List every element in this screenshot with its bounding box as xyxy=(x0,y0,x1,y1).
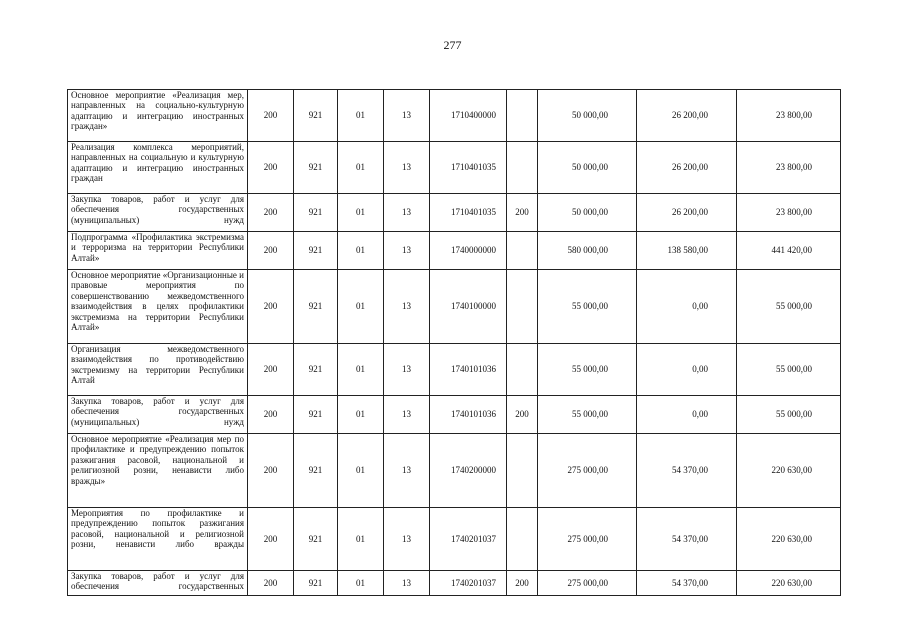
cell-col4: 01 xyxy=(338,232,384,270)
cell-sum2: 0,00 xyxy=(637,344,737,396)
cell-expense-type: 200 xyxy=(507,571,538,596)
cell-col4: 01 xyxy=(338,142,384,194)
cell-sum1: 275 000,00 xyxy=(538,508,637,571)
cell-col2: 200 xyxy=(248,90,294,142)
cell-col3: 921 xyxy=(294,90,338,142)
cell-col4: 01 xyxy=(338,396,384,434)
cell-sum3: 23 800,00 xyxy=(737,194,841,232)
row-description: Организация межведомственного взаимодействия по противодействию экстремизму на территории Республики Алтай xyxy=(68,344,248,396)
cell-col4: 01 xyxy=(338,508,384,571)
row-description: Подпрограмма «Профилактика экстремизма и терроризма на территории Республики Алтай» xyxy=(68,232,248,270)
cell-col5: 13 xyxy=(384,142,430,194)
cell-expense-type xyxy=(507,142,538,194)
cell-sum2: 54 370,00 xyxy=(637,434,737,508)
cell-sum2: 138 580,00 xyxy=(637,232,737,270)
cell-target-code: 1740100000 xyxy=(430,270,507,344)
cell-col2: 200 xyxy=(248,194,294,232)
cell-sum3: 55 000,00 xyxy=(737,344,841,396)
table-row xyxy=(68,194,841,232)
cell-col2: 200 xyxy=(248,142,294,194)
row-description: Мероприятия по профилактике и предупреждению попыток разжигания расовой, национальной и религиозной розни, ненависти либо вражды xyxy=(68,508,248,571)
table-row xyxy=(68,396,841,434)
cell-col4: 01 xyxy=(338,270,384,344)
cell-expense-type: 200 xyxy=(507,194,538,232)
cell-sum2: 26 200,00 xyxy=(637,142,737,194)
table-row xyxy=(68,508,841,571)
cell-expense-type xyxy=(507,344,538,396)
cell-sum2: 54 370,00 xyxy=(637,571,737,596)
cell-expense-type xyxy=(507,508,538,571)
cell-sum3: 55 000,00 xyxy=(737,270,841,344)
table-row xyxy=(68,90,841,142)
cell-sum2: 26 200,00 xyxy=(637,194,737,232)
page-number: 277 xyxy=(443,38,462,52)
cell-col3: 921 xyxy=(294,396,338,434)
row-description: Основное мероприятие «Реализация мер, направленных на социально-культурную адаптацию и интеграцию иностранных граждан» xyxy=(68,90,248,142)
cell-target-code: 1710401035 xyxy=(430,142,507,194)
cell-sum2: 26 200,00 xyxy=(637,90,737,142)
cell-target-code: 1740000000 xyxy=(430,232,507,270)
cell-expense-type xyxy=(507,232,538,270)
cell-col3: 921 xyxy=(294,508,338,571)
cell-sum2: 54 370,00 xyxy=(637,508,737,571)
cell-col5: 13 xyxy=(384,434,430,508)
cell-target-code: 1710401035 xyxy=(430,194,507,232)
cell-col3: 921 xyxy=(294,434,338,508)
cell-expense-type xyxy=(507,90,538,142)
cell-sum3: 441 420,00 xyxy=(737,232,841,270)
cell-col5: 13 xyxy=(384,396,430,434)
cell-col4: 01 xyxy=(338,571,384,596)
cell-col2: 200 xyxy=(248,434,294,508)
cell-target-code: 1740201037 xyxy=(430,508,507,571)
cell-sum3: 220 630,00 xyxy=(737,571,841,596)
cell-target-code: 1740201037 xyxy=(430,571,507,596)
cell-sum3: 220 630,00 xyxy=(737,434,841,508)
cell-expense-type xyxy=(507,270,538,344)
cell-col2: 200 xyxy=(248,344,294,396)
cell-sum3: 23 800,00 xyxy=(737,90,841,142)
cell-col5: 13 xyxy=(384,344,430,396)
cell-col3: 921 xyxy=(294,194,338,232)
cell-sum1: 50 000,00 xyxy=(538,90,637,142)
row-description: Реализация комплекса мероприятий, направленных на социальную и культурную адаптацию и интеграцию иностранных граждан xyxy=(68,142,248,194)
table-row xyxy=(68,142,841,194)
cell-sum1: 55 000,00 xyxy=(538,270,637,344)
row-description: Основное мероприятие «Организационные и правовые мероприятия по совершенствованию межведомственного взаимодействия в целях профилактики экстремизма на территории Республики Алтай» xyxy=(68,270,248,344)
cell-col2: 200 xyxy=(248,508,294,571)
cell-sum1: 55 000,00 xyxy=(538,344,637,396)
cell-col2: 200 xyxy=(248,232,294,270)
row-description: Закупка товаров, работ и услуг для обеспечения государственных xyxy=(68,571,248,596)
cell-sum1: 50 000,00 xyxy=(538,194,637,232)
cell-col4: 01 xyxy=(338,90,384,142)
cell-expense-type: 200 xyxy=(507,396,538,434)
cell-col3: 921 xyxy=(294,344,338,396)
cell-col5: 13 xyxy=(384,232,430,270)
cell-col5: 13 xyxy=(384,508,430,571)
cell-sum3: 55 000,00 xyxy=(737,396,841,434)
cell-col3: 921 xyxy=(294,270,338,344)
table-row xyxy=(68,270,841,344)
cell-col2: 200 xyxy=(248,270,294,344)
cell-col5: 13 xyxy=(384,270,430,344)
row-description: Закупка товаров, работ и услуг для обеспечения государственных (муниципальных) нужд xyxy=(68,396,248,434)
cell-expense-type xyxy=(507,434,538,508)
cell-col5: 13 xyxy=(384,194,430,232)
cell-sum3: 220 630,00 xyxy=(737,508,841,571)
cell-col4: 01 xyxy=(338,344,384,396)
cell-col3: 921 xyxy=(294,232,338,270)
cell-col2: 200 xyxy=(248,396,294,434)
cell-col2: 200 xyxy=(248,571,294,596)
table-row xyxy=(68,571,841,596)
cell-sum2: 0,00 xyxy=(637,396,737,434)
cell-sum2: 0,00 xyxy=(637,270,737,344)
cell-sum1: 275 000,00 xyxy=(538,571,637,596)
cell-target-code: 1710400000 xyxy=(430,90,507,142)
cell-target-code: 1740101036 xyxy=(430,396,507,434)
cell-target-code: 1740101036 xyxy=(430,344,507,396)
cell-col3: 921 xyxy=(294,142,338,194)
cell-sum1: 275 000,00 xyxy=(538,434,637,508)
cell-col5: 13 xyxy=(384,571,430,596)
cell-sum1: 55 000,00 xyxy=(538,396,637,434)
table-row xyxy=(68,232,841,270)
cell-sum3: 23 800,00 xyxy=(737,142,841,194)
cell-col5: 13 xyxy=(384,90,430,142)
table-row xyxy=(68,434,841,508)
table-row xyxy=(68,344,841,396)
cell-col4: 01 xyxy=(338,194,384,232)
row-description: Основное мероприятие «Реализация мер по профилактике и предупреждению попыток разжигания расовой, национальной и религиозной розни, ненависти либо вражды» xyxy=(68,434,248,508)
row-description: Закупка товаров, работ и услуг для обеспечения государственных (муниципальных) нужд xyxy=(68,194,248,232)
cell-sum1: 50 000,00 xyxy=(538,142,637,194)
cell-col3: 921 xyxy=(294,571,338,596)
table-body xyxy=(68,90,841,596)
cell-target-code: 1740200000 xyxy=(430,434,507,508)
budget-table xyxy=(67,89,841,596)
cell-col4: 01 xyxy=(338,434,384,508)
cell-sum1: 580 000,00 xyxy=(538,232,637,270)
